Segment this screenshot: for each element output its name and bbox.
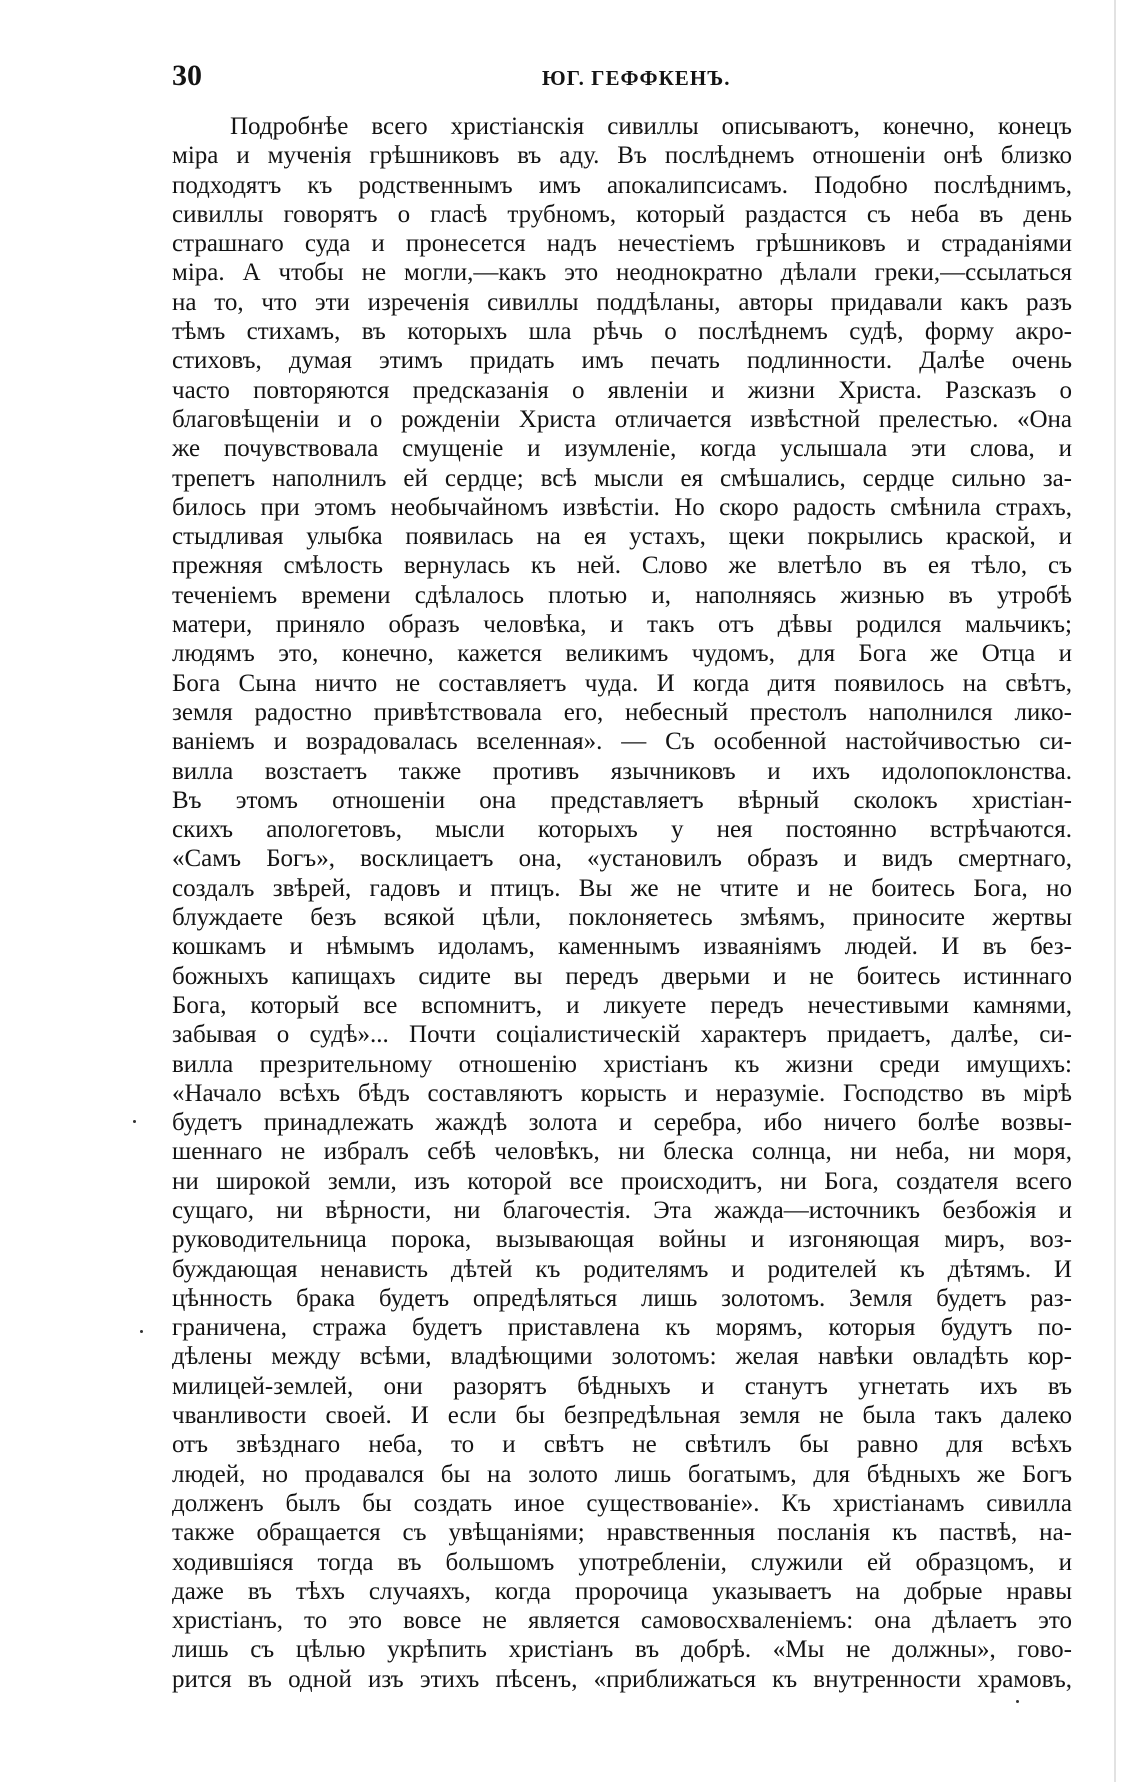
text-line: божныхъ капищахъ сидите вы передъ дверьми и не боитесь истиннаго [172,962,1072,990]
text-line: благовѣщеніи и о рожденіи Христа отличается извѣстной прелестью. «Она [172,405,1072,433]
text-line: забывая о судѣ»... Почти соціалистическій характеръ придаетъ, далѣе, си- [172,1021,1072,1049]
text-line: стиховъ, думая этимъ придать имъ печать подлинности. Далѣе очень [172,347,1072,375]
text-line: людей, но продавался бы на золото лишь богатымъ, для бѣдныхъ же Богъ [172,1460,1072,1488]
text-line: часто повторяются предсказанія о явленіи и жизни Христа. Разсказъ о [172,376,1072,404]
text-line: граничена, стража будетъ приставлена къ морямъ, которыя будутъ по- [172,1314,1072,1342]
text-line: прежняя смѣлость вернулась къ ней. Слово же влетѣло въ ея тѣло, съ [172,552,1072,580]
text-line: шеннаго не избралъ себѣ человѣкъ, ни блеска солнца, ни неба, ни моря, [172,1138,1072,1166]
text-line: сивиллы говорятъ о гласѣ трубномъ, который раздастся съ неба въ день [172,200,1072,228]
text-line: «Начало всѣхъ бѣдъ составляютъ корысть и неразуміе. Господство въ мірѣ [172,1079,1072,1107]
text-line: ни широкой земли, изъ которой все происходитъ, ни Бога, создателя всего [172,1167,1072,1195]
text-line: рится въ одной изъ этихъ пѣсенъ, «приближаться къ внутренности храмовъ, [172,1665,1072,1693]
page-number: 30 [172,59,202,92]
text-line: скихъ апологетовъ, мысли которыхъ у нея постоянно встрѣчаются. [172,816,1072,844]
text-line: страшнаго суда и пронесется надъ нечестіемъ грѣшниковъ и страданіями [172,230,1072,258]
text-line: же почувствовала смущеніе и изумленіе, когда услышала эти слова, и [172,435,1072,463]
text-line: чванливости своей. И если бы безпредѣльная земля не была такъ далеко [172,1402,1072,1430]
text-line: лишь съ цѣлью укрѣпить христіанъ въ добрѣ. «Мы не должны», гово- [172,1636,1072,1664]
speck [1016,1700,1019,1703]
text-line: міра. А чтобы не могли,—какъ это неоднократно дѣлали греки,—ссылаться [172,259,1072,287]
text-line: отъ звѣзднаго неба, то и свѣтъ не свѣтилъ бы равно для всѣхъ [172,1431,1072,1459]
text-line: цѣнность брака будетъ опредѣляться лишь золотомъ. Земля будетъ раз- [172,1284,1072,1312]
text-line: дѣлены между всѣми, владѣющими золотомъ: желая навѣки овладѣть кор- [172,1343,1072,1371]
speck [133,1120,136,1123]
text-line: подходятъ къ родственнымъ имъ апокалипсисамъ. Подобно послѣднимъ, [172,171,1072,199]
text-line: даже въ тѣхъ случаяхъ, когда пророчица указываетъ на добрые нравы [172,1577,1072,1605]
text-line: Въ этомъ отношеніи она представляетъ вѣрный сколокъ христіан- [172,786,1072,814]
text-line: милицей-землей, они разорятъ бѣдныхъ и станутъ угнетать ихъ въ [172,1372,1072,1400]
text-line: билось при этомъ необычайномъ извѣстіи. Но скоро радость смѣнила страхъ, [172,493,1072,521]
text-line: «Самъ Богъ», восклицаетъ она, «установилъ образъ и видъ смертнаго, [172,845,1072,873]
text-line: сущаго, ни вѣрности, ни благочестія. Эта жажда—источникъ безбожія и [172,1196,1072,1224]
text-line: вилла презрительному отношенію христіанъ къ жизни среди имущихъ: [172,1050,1072,1078]
text-line: создалъ звѣрей, гадовъ и птицъ. Вы же не чтите и не боитесь Бога, но [172,874,1072,902]
text-line: стыдливая улыбка появилась на ея устахъ, щеки покрылись краской, и [172,523,1072,551]
text-line: долженъ былъ бы создать иное существованіе». Къ христіанамъ сивилла [172,1489,1072,1517]
text-line: Подробнѣе всего христіанскія сивиллы описываютъ, конечно, конецъ [230,113,1072,140]
text-line: міра и мученія грѣшниковъ въ аду. Въ послѣднемъ отношеніи онѣ близко [172,142,1072,170]
page-edge-line [1114,0,1116,1782]
text-line: на то, что эти изреченія сивиллы поддѣланы, авторы придавали какъ разъ [172,288,1072,316]
text-line: земля радостно привѣтствовала его, небесный престолъ наполнился лико- [172,698,1072,726]
speck [140,1330,143,1333]
text-line: теченіемъ времени сдѣлалось плотью и, наполняясь жизнью въ утробѣ [172,581,1072,609]
text-line: тѣмъ стихамъ, въ которыхъ шла рѣчь о послѣднемъ судѣ, форму акро- [172,318,1072,346]
body-text [172,112,1072,1694]
text-line: вилла возстаетъ также противъ язычниковъ и ихъ идолопоклонства. [172,757,1072,785]
text-line: также обращается съ увѣщаніями; нравственныя посланія къ паствѣ, на- [172,1519,1072,1547]
text-line: христіанъ, то это вовсе не является самовосхваленіемъ: она дѣлаетъ это [172,1607,1072,1635]
running-head [172,58,1072,98]
text-line: Бога, который все вспомнитъ, и ликуете передъ нечестивыми камнями, [172,991,1072,1019]
running-head-title: ЮГ. ГЕФФКЕНЪ. [542,66,731,90]
text-line: буждающая ненависть дѣтей къ родителямъ и родителей къ дѣтямъ. И [172,1255,1072,1283]
text-line: ваніемъ и возрадовалась вселенная». — Съ особенной настойчивостью си- [172,728,1072,756]
text-line: ходившіяся тогда въ большомъ употребленіи, служили ей образцомъ, и [172,1548,1072,1576]
text-line: людямъ это, конечно, кажется великимъ чудомъ, для Бога же Отца и [172,640,1072,668]
text-line: будетъ принадлежать жаждѣ золота и серебра, ибо ничего болѣе возвы- [172,1109,1072,1137]
text-line: кошкамъ и нѣмымъ идоламъ, каменнымъ изваяніямъ людей. И въ без- [172,933,1072,961]
text-line: Бога Сына ничто не составляетъ чуда. И когда дитя появилось на свѣтъ, [172,669,1072,697]
text-line: блуждаете безъ всякой цѣли, поклоняетесь змѣямъ, приносите жертвы [172,904,1072,932]
text-line: матери, приняло образъ человѣка, и такъ отъ дѣвы родился мальчикъ; [172,611,1072,639]
text-line: трепетъ наполнилъ ей сердце; всѣ мысли ея смѣшались, сердце сильно за- [172,464,1072,492]
text-line: руководительница порока, вызывающая войны и изгоняющая миръ, воз- [172,1226,1072,1254]
